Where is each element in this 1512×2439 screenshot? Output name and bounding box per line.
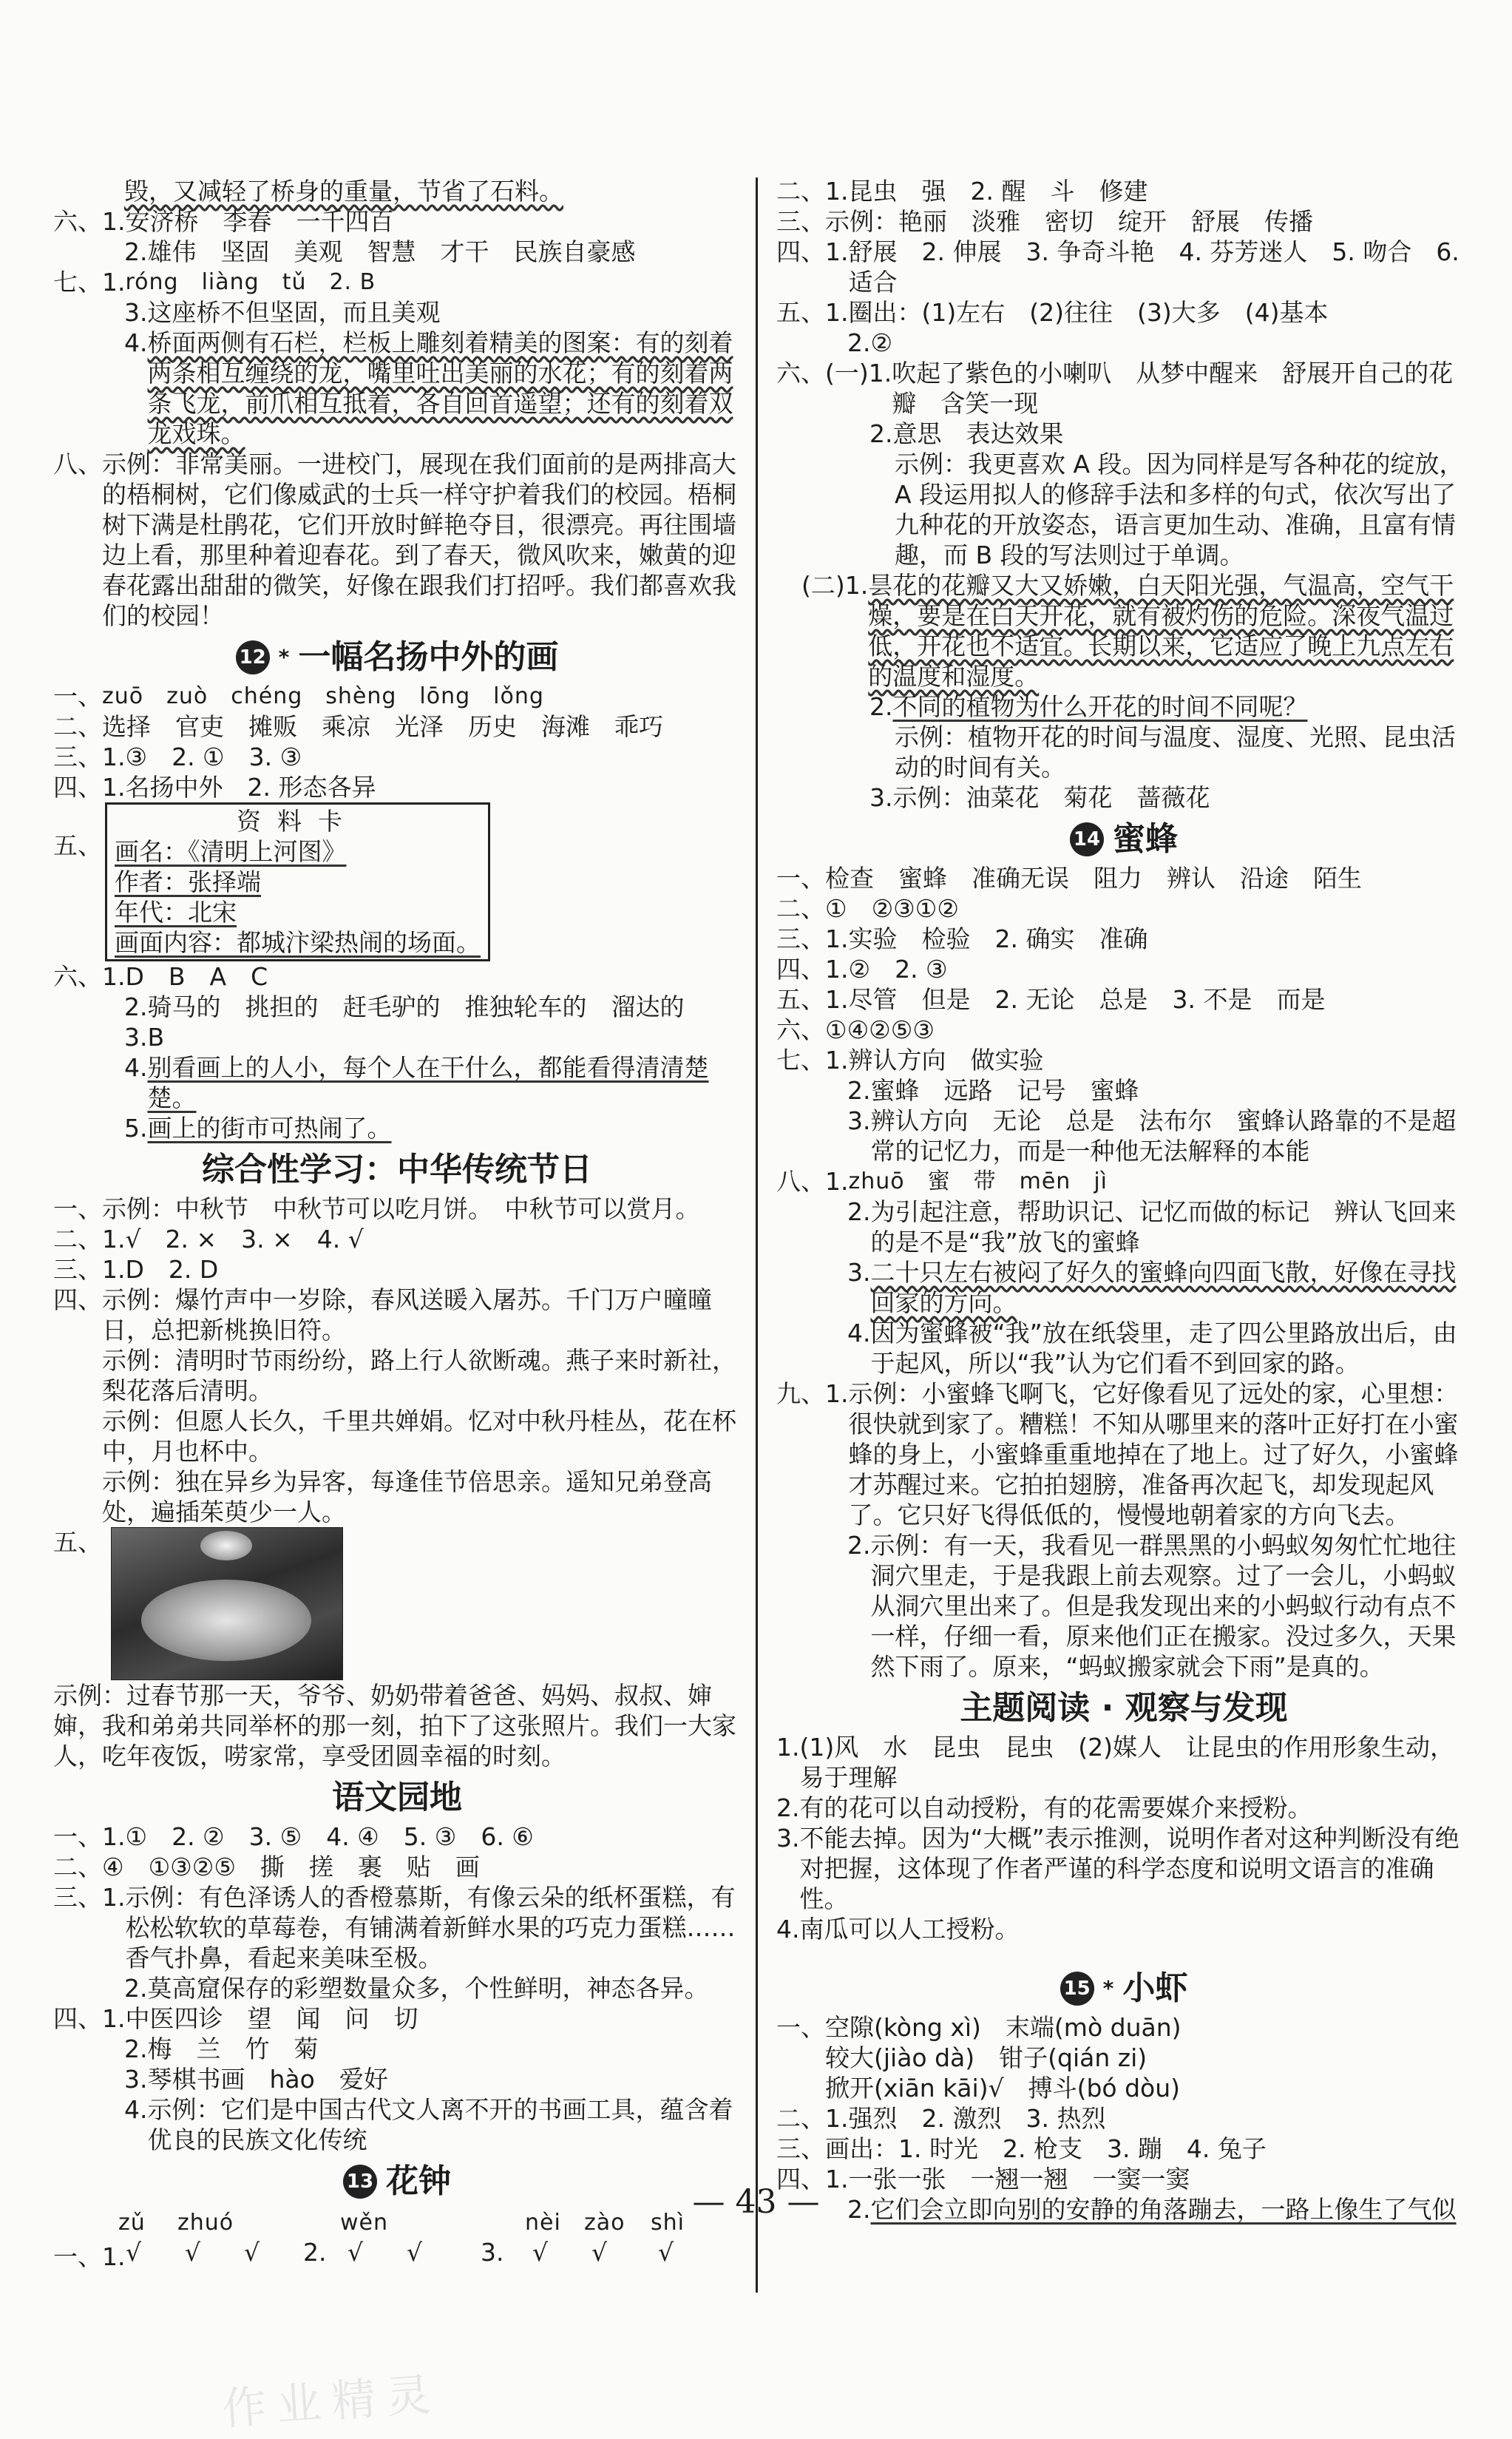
answer-line: 2. 不同的植物为什么开花的时间不同呢？ <box>869 692 1308 721</box>
answer-line: 3. 不能去掉。因为“大概”表示推测，说明作者对这种判断没有绝对把握，这体现了作者严谨的科学态度和说明文语言的准确性。 <box>776 1824 1460 1913</box>
answer-line: 3. 示例：油菜花 菊花 蔷薇花 <box>869 783 1210 812</box>
answer-line: 2. 示例：有一天，我看见一群黑黑的小蚂蚁匆匆忙忙地往洞穴里走，于是我跟上前去观察。过了一会儿，小蚂蚁从洞穴里出来了。但是我发现出来的小蚂蚁行动有点不一样，仔细一看，原来他们正在搬家。没过多久，天果然下雨了。原来，“蚂蚁搬家就会下雨”是真的。 <box>847 1531 1457 1681</box>
answer-line: 七、1. róng liàng tǔ 2. B <box>53 268 376 297</box>
answer-line: 六、1. D B A C <box>53 962 268 991</box>
answer-line: 示例：我更喜欢 A 段。因为同样是写各种花的绽放，A 段运用拟人的修辞手法和多样的句式，依次写出了九种花的开放姿态，语言更加生动、准确，且富有情趣，而 B 段的写法则过于单调。 <box>895 450 1464 569</box>
star-mark: * <box>278 645 290 669</box>
answer-line: 3. 二十只左右被闷了好久的蜜蜂向四面飞散，好像在寻找回家的方向。 <box>847 1258 1457 1317</box>
column-divider <box>756 177 758 2293</box>
lesson-title <box>776 817 1471 862</box>
info-card-row: 画面内容：都城汴梁热闹的场面。 <box>115 928 481 957</box>
answer-line: 四、1. ② 2. ③ <box>776 955 948 984</box>
info-card-row: 画名：《清明上河图》 <box>115 837 347 866</box>
lesson-title-text: 花钟 <box>386 2162 451 2200</box>
answer-line: 2. 为引起注意，帮助识记、记忆而做的标记 辨认飞回来的是不是“我”放飞的蜜蜂 <box>847 1197 1457 1256</box>
left-column <box>53 176 741 2270</box>
star-mark: * <box>1102 1976 1114 2000</box>
answer-line: 掀开(xiān kāi)√ 搏斗(bó dòu) <box>825 2074 1181 2103</box>
answer-line: 二、1. √ 2. × 3. × 4. √ <box>53 1225 364 1254</box>
answer-line: 七、1. 辨认方向 做实验 <box>776 1046 1044 1075</box>
info-card-row: 作者：张择端 <box>115 867 261 896</box>
answer-line: 4. 别看画上的人小，每个人在干什么，都能看得清清楚楚。 <box>124 1053 709 1112</box>
answer-line: 3. 琴棋书画 hào 爱好 <box>124 2065 388 2094</box>
answer-line: 八、 示例：非常美丽。一进校门，展现在我们面前的是两排高大的梧桐树，它们像威武的士兵一样守护着我们的校园。梧桐树下满是杜鹃花，它们开放时鲜艳夺目，很漂亮。再往围墙边上看，那里种着迎春花。到了春天，微风吹来，嫩黄的迎春花露出甜甜的微笑，好像在跟我们打招呼。我们都喜欢我们的校园！ <box>53 450 736 630</box>
answer-line: 二、 ① ②③①② <box>776 894 959 923</box>
answer-line: 三、1. 示例：有色泽诱人的香橙慕斯，有像云朵的纸杯蛋糕，有松松软软的草莓卷，有铺满着新鲜水果的巧克力蛋糕……香气扑鼻，看起来美味至极。 <box>53 1883 736 1972</box>
answer-line: 二、 ④ ①③②⑤ 撕 搓 裹 贴 画 <box>53 1853 480 1881</box>
answer-line: 一、1. ① 2. ② 3. ⑤ 4. ④ 5. ③ 6. ⑥ <box>53 1822 534 1851</box>
answer-line: 二、1. 强烈 2. 激烈 3. 热烈 <box>776 2104 1106 2133</box>
answer-line: 3. 这座桥不但坚固，而且美观 <box>124 298 441 327</box>
answer-line: 六、 ①④②⑤③ <box>776 1015 935 1044</box>
family-photo <box>111 1527 343 1680</box>
watermark: 作业精灵 <box>220 2368 443 2436</box>
answer-line: 2. 它们会立即向别的安静的角落蹦去，一路上像生了气似 <box>847 2195 1457 2224</box>
answer-line: 示例：清明时节雨纷纷，路上行人欲断魂。燕子来时新社，梨花落后清明。 <box>102 1346 736 1405</box>
answer-line: 2. 意思 表达效果 <box>869 419 1064 448</box>
answer-line: 二、1. 昆虫 强 2. 醒 斗 修建 <box>776 177 1148 206</box>
answer-line: 四、1. 一张一张 一翘一翘 一窦一窦 <box>776 2165 1190 2193</box>
answer-line: 4. 桥面两侧有石栏，栏板上雕刻着精美的图案：有的刻着两条相互缠绕的龙，嘴里吐出美丽的水花；有的刻着两条飞龙，前爪相互抵着，各自回首遥望；还有的刻着双龙戏珠。 <box>124 328 733 448</box>
info-card <box>105 802 490 961</box>
answer-line: 三、1. D 2. D <box>53 1255 219 1284</box>
answer-line: 示例：但愿人长久，千里共婵娟。忆对中秋丹桂丛，花在杯中，月也杯中。 <box>102 1407 736 1466</box>
answer-line: 毁，又减轻了桥身的重量，节省了石料。 <box>124 177 563 206</box>
answer-line: 五、1. 尽管 但是 2. 无论 总是 3. 不是 而是 <box>776 985 1326 1014</box>
section-title: 主题阅读 · 观察与发现 <box>960 1689 1288 1727</box>
answer-line: (二)1. 昙花的花瓣又大又娇嫩，白天阳光强，气温高，空气干燥，要是在白天开花，就有被灼伤的危险。深夜气温过低，开花也不适宜。长期以来，它适应了晚上九点左右的温度和湿度。 <box>801 571 1454 691</box>
lesson-number-badge: 15 <box>1060 1972 1094 2006</box>
lesson-title-text: 蜜蜂 <box>1113 820 1178 858</box>
info-card-row: 五、 资料卡 画名：《清明上河图》 作者：张择端 年代：北宋 画面内容：都城汴梁热闹的场面。 <box>53 802 741 961</box>
answer-line: 一、 zuō zuò chéng shèng lōng lǒng <box>53 682 544 711</box>
answer-line: 四、1. 舒展 2. 伸展 3. 争奇斗艳 4. 芬芳迷人 5. 吻合 6. 适合 <box>776 237 1460 297</box>
section-title: 综合性学习：中华传统节日 <box>202 1151 592 1188</box>
lesson-title <box>776 1966 1471 2011</box>
answer-line: 二、 选择 官吏 摊贩 乘凉 光泽 历史 海滩 乖巧 <box>53 712 663 741</box>
answer-line: 4. 因为蜜蜂被“我”放在纸袋里，走了四公里路放出后，由于起风，所以“我”认为它们看不到回家的路。 <box>847 1319 1457 1378</box>
answer-line: 三、1. 实验 检验 2. 确实 准确 <box>776 924 1148 953</box>
answer-line: 示例：独在异乡为异客，每逢佳节倍思亲。遥知兄弟登高处，遍插茱萸少一人。 <box>102 1467 712 1526</box>
answer-line: 三、 示例：艳丽 淡雅 密切 绽开 舒展 传播 <box>776 207 1313 236</box>
pinyin-row: zǔ zhuó wěn nèi zào shì <box>118 2210 685 2236</box>
answer-line: 一、 示例：中秋节 中秋节可以吃月饼。 中秋节可以赏月。 <box>53 1194 700 1223</box>
lesson-number-badge: 12 <box>236 640 270 674</box>
answer-line: 4. 南瓜可以人工授粉。 <box>776 1915 1020 1944</box>
answer-line: 4. 示例：它们是中国古代文人离不开的书画工具，蕴含着优良的民族文化传统 <box>124 2095 733 2154</box>
answer-line: 5. 画上的街市可热闹了。 <box>124 1114 392 1143</box>
answer-line: 四、 示例：爆竹声中一岁除，春风送暖入屠苏。千门万户曈曈日，总把新桃换旧符。 <box>53 1285 712 1344</box>
answer-line: 四、1. 中医四诊 望 闻 问 切 <box>53 2004 418 2033</box>
answer-line: 五、1. 圈出：(1)左右 (2)往往 (3)大多 (4)基本 <box>776 298 1329 327</box>
page-number: — 43 — <box>692 2183 820 2221</box>
answer-line: 较大(jiào dà) 钳子(qián zi) <box>825 2043 1147 2072</box>
answer-line: 3. B <box>124 1023 165 1052</box>
answer-line: 三、 画出：1. 时光 2. 枪支 3. 蹦 4. 兔子 <box>776 2134 1267 2163</box>
answer-line: 2. 蜜蜂 远路 记号 蜜蜂 <box>847 1076 1139 1105</box>
answer-line: 2. 骑马的 挑担的 赶毛驴的 推独轮车的 溜达的 <box>124 992 685 1021</box>
answer-line: 三、1. ③ 2. ① 3. ③ <box>53 742 302 771</box>
answer-line: 六、1. 安济桥 李春 一千四百 <box>53 207 394 236</box>
right-column <box>776 176 1471 2225</box>
answer-line: 2. 雄伟 坚固 美观 智慧 才干 民族自豪感 <box>124 237 636 266</box>
answer-line: 2. 有的花可以自动授粉，有的花需要媒介来授粉。 <box>776 1793 1312 1822</box>
answer-line: 一、 空隙(kòng xì) 末端(mò duān) <box>776 2013 1182 2042</box>
answer-line: 3. 辨认方向 无论 总是 法布尔 蜜蜂认路靠的不是超常的记忆力，而是一种他无法解释的本能 <box>847 1106 1457 1166</box>
answer-line: 示例：植物开花的时间与温度、湿度、光照、昆虫活动的时间有关。 <box>895 723 1456 782</box>
answer-line: 六、(一)1. 吹起了紫色的小喇叭 从梦中醒来 舒展开自己的花瓣 含笑一现 <box>776 359 1454 418</box>
answer-line: 八、1. zhuō 蜜 带 mēn jì <box>776 1167 1108 1196</box>
lesson-title-text: 小虾 <box>1122 1969 1188 2007</box>
answer-line: 九、1. 示例：小蜜蜂飞啊飞，它好像看见了远处的家，心里想：很快就到家了。糟糕！不知从哪里来的落叶正好打在小蜜蜂的身上，小蜜蜂重重地掉在了地上。过了好久，小蜜蜂才苏醒过来。它拍拍翅膀，准备再次起飞，却发现起风了。它只好飞得低低的，慢慢地朝着家的方向飞去。 <box>776 1379 1459 1529</box>
photo-row: 五、 <box>53 1527 741 1680</box>
info-card-title: 资料卡 <box>237 807 359 836</box>
answer-line: 1. (1)风 水 昆虫 昆虫 (2)媒人 让昆虫的作用形象生动，易于理解 <box>776 1733 1454 1792</box>
answer-line: 2. 莫高窟保存的彩塑数量众多，个性鲜明，神态各异。 <box>124 1974 709 2003</box>
lesson-title-text: 一幅名扬中外的画 <box>298 638 559 676</box>
check-row: 一、1. √ √ √ 2. √ √ 3. √ √ √ <box>53 2238 674 2271</box>
photo-lamp <box>200 1531 252 1560</box>
lesson-number-badge: 14 <box>1070 822 1104 856</box>
photo-dinner-table <box>141 1580 311 1661</box>
answer-line: 一、 检查 蜜蜂 准确无误 阻力 辨认 沿途 陌生 <box>776 864 1362 893</box>
answer-line: 示例：过春节那一天，爷爷、奶奶带着爸爸、妈妈、叔叔、婶婶，我和弟弟共同举杯的那一刻，拍下了这张照片。我们一大家人，吃年夜饭，唠家常，享受团圆幸福的时刻。 <box>53 1681 736 1770</box>
answer-line: 四、1. 名扬中外 2. 形态各异 <box>53 773 376 802</box>
info-card-row: 年代：北宋 <box>115 898 237 927</box>
answer-line: 2. 梅 兰 竹 菊 <box>124 2034 319 2063</box>
section-title: 语文园地 <box>332 1779 462 1816</box>
lesson-title <box>53 635 741 680</box>
lesson-number-badge: 13 <box>343 2165 377 2199</box>
answer-line: 2. ② <box>847 328 893 357</box>
